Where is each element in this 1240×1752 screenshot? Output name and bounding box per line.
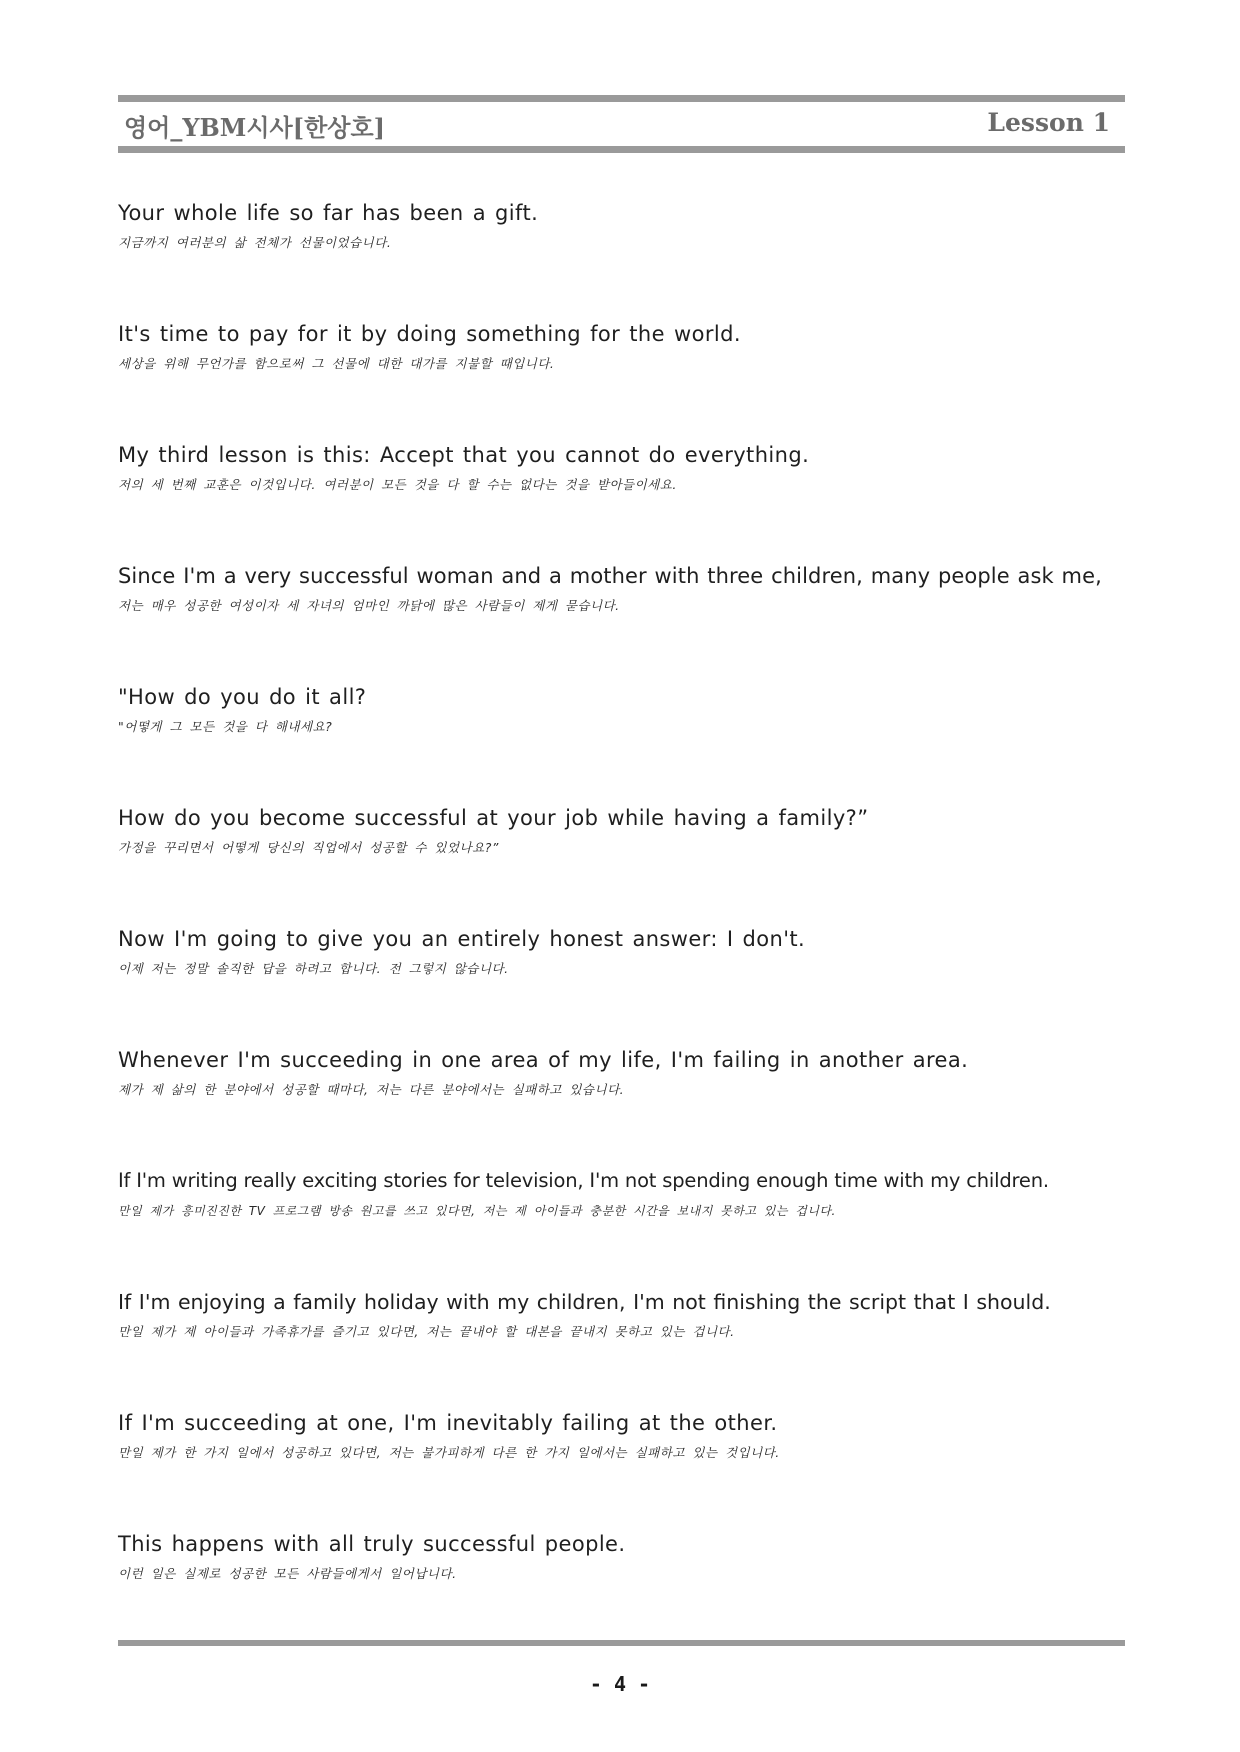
korean-translation: 가정을 꾸리면서 어떻게 당신의 직업에서 성공할 수 있었나요?”	[118, 840, 499, 855]
english-sentence: Now I'm going to give you an entirely honest answer: I don't.	[118, 927, 806, 951]
sentence-pair	[118, 559, 1128, 680]
sentence-list	[118, 196, 1128, 1648]
sentence-pair	[118, 317, 1128, 438]
korean-translation: 만일 제가 한 가지 일에서 성공하고 있다면, 저는 불가피하게 다른 한 가지 일에서는 실패하고 있는 것입니다.	[118, 1445, 780, 1460]
sentence-pair	[118, 680, 1128, 801]
english-sentence: If I'm enjoying a family holiday with my children, I'm not finishing the script that I should.	[118, 1290, 1051, 1314]
sentence-pair	[118, 1164, 1128, 1285]
korean-translation: 이제 저는 정말 솔직한 답을 하려고 합니다. 전 그렇지 않습니다.	[118, 961, 509, 976]
korean-translation: 만일 제가 흥미진진한 TV 프로그램 방송 원고를 쓰고 있다면, 저는 제 아이들과 충분한 시간을 보내지 못하고 있는 겁니다.	[118, 1204, 836, 1218]
korean-translation: 저는 매우 성공한 여성이자 세 자녀의 엄마인 까닭에 많은 사람들이 제게 묻습니다.	[118, 598, 620, 613]
korean-translation: 지금까지 여러분의 삶 전체가 선물이었습니다.	[118, 235, 392, 250]
korean-translation: 만일 제가 제 아이들과 가족휴가를 즐기고 있다면, 저는 끝내야 할 대본을 끝내지 못하고 있는 겁니다.	[118, 1324, 735, 1339]
sentence-pair	[118, 801, 1128, 922]
korean-translation: 저의 세 번째 교훈은 이것입니다. 여러분이 모든 것을 다 할 수는 없다는 것을 받아들이세요.	[118, 477, 677, 492]
sentence-pair	[118, 1406, 1128, 1527]
english-sentence: My third lesson is this: Accept that you cannot do everything.	[118, 443, 810, 467]
english-sentence: Since I'm a very successful woman and a mother with three children, many people ask me,	[118, 564, 1102, 588]
sentence-pair	[118, 922, 1128, 1043]
korean-translation: 제가 제 삶의 한 분야에서 성공할 때마다, 저는 다른 분야에서는 실패하고 있습니다.	[118, 1082, 625, 1097]
footer-rule	[118, 1640, 1125, 1646]
sentence-pair	[118, 1043, 1128, 1164]
english-sentence: Whenever I'm succeeding in one area of my life, I'm failing in another area.	[118, 1048, 969, 1072]
korean-translation: "어떻게 그 모든 것을 다 해내세요?	[118, 719, 333, 734]
header-bottom-rule	[118, 146, 1125, 153]
english-sentence: If I'm succeeding at one, I'm inevitably failing at the other.	[118, 1411, 778, 1435]
header-course-title: 영어_YBM시사[한상호]	[124, 113, 385, 142]
header-lesson-title: Lesson 1	[987, 108, 1110, 137]
sentence-pair	[118, 1527, 1128, 1648]
english-sentence: If I'm writing really exciting stories for television, I'm not spending enough time with my children.	[118, 1169, 1049, 1192]
english-sentence: This happens with all truly successful people.	[118, 1532, 626, 1556]
page-number: - 4 -	[589, 1672, 651, 1696]
header-top-rule	[118, 95, 1125, 102]
english-sentence: "How do you do it all?	[118, 685, 367, 709]
sentence-pair	[118, 438, 1128, 559]
korean-translation: 이런 일은 실제로 성공한 모든 사람들에게서 일어납니다.	[118, 1566, 457, 1581]
english-sentence: How do you become successful at your job while having a family?”	[118, 806, 869, 830]
korean-translation: 세상을 위해 무언가를 함으로써 그 선물에 대한 대가를 지불할 때입니다.	[118, 356, 555, 371]
sentence-pair	[118, 1285, 1128, 1406]
english-sentence: It's time to pay for it by doing something for the world.	[118, 322, 741, 346]
sentence-pair	[118, 196, 1128, 317]
english-sentence: Your whole life so far has been a gift.	[118, 201, 539, 225]
